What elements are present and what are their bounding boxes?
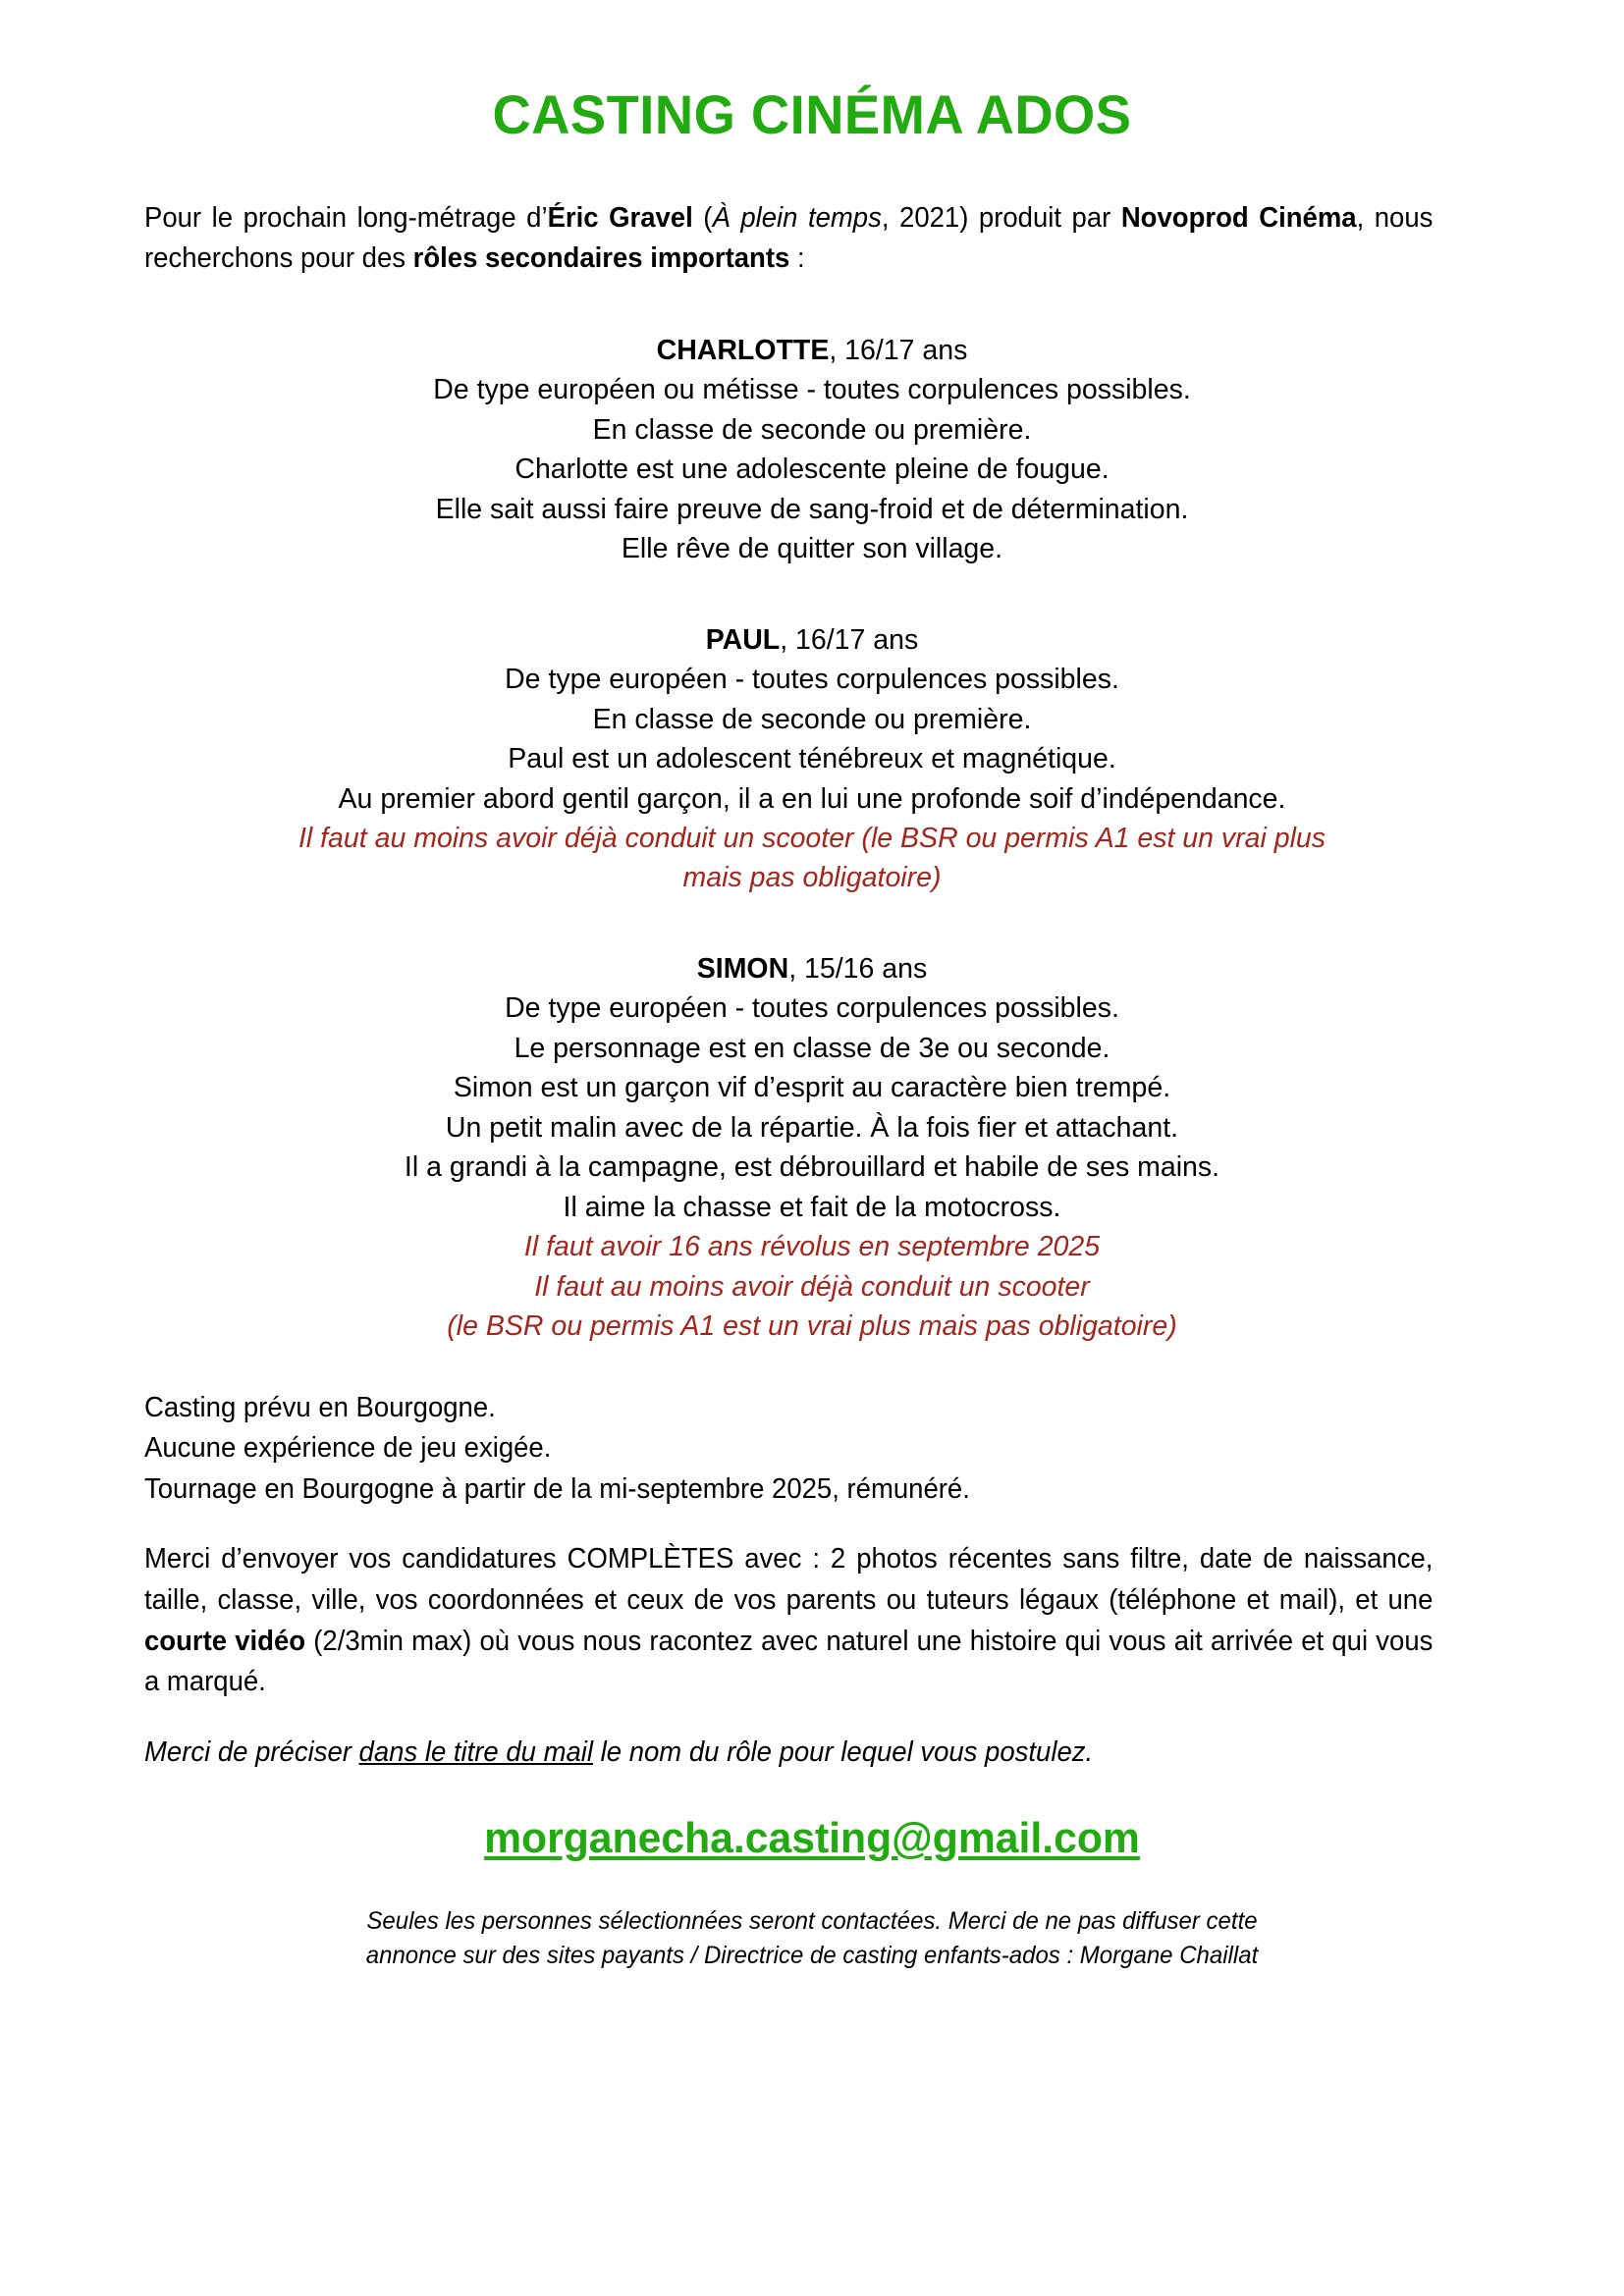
role-description-line: De type européen - toutes corpulences possibles. bbox=[505, 992, 1119, 1025]
role-age: , 16/17 ans bbox=[780, 623, 919, 656]
intro-paragraph bbox=[144, 198, 1433, 280]
application-instructions bbox=[144, 1539, 1433, 1702]
role-heading bbox=[144, 331, 1480, 370]
role-description-line: Charlotte est une adolescente pleine de fougue. bbox=[514, 454, 1110, 486]
role-age: , 15/16 ans bbox=[788, 952, 928, 985]
role-description-line: En classe de seconde ou première. bbox=[592, 703, 1032, 735]
logistics-line: Tournage en Bourgogne à partir de la mi-septembre 2025, rémunéré. bbox=[144, 1472, 970, 1505]
role-description-line: Il a grandi à la campagne, est débrouillard et habile de ses mains. bbox=[404, 1151, 1220, 1184]
role-description-line: Simon est un garçon vif d’esprit au caractère bien trempé. bbox=[453, 1072, 1171, 1104]
production-company: Novoprod Cinéma bbox=[1120, 201, 1357, 234]
roles-emphasis: rôles secondaires importants bbox=[412, 242, 790, 275]
footer-line: Seules les personnes sélectionnées seront contactées. Merci de ne pas diffuser cette bbox=[366, 1907, 1258, 1936]
contact-email-link[interactable]: morganecha.casting@gmail.com bbox=[484, 1814, 1140, 1863]
document-body bbox=[144, 0, 1480, 1972]
role-requirement-line: (le BSR ou permis A1 est un vrai plus mais pas obligatoire) bbox=[447, 1310, 1177, 1343]
role-age: , 16/17 ans bbox=[829, 334, 968, 366]
film-title: À plein temps bbox=[712, 201, 882, 234]
role-description-line: De type européen ou métisse - toutes corpulences possibles. bbox=[433, 374, 1191, 406]
application-text-1: Merci d’envoyer vos candidatures COMPLÈTES avec : 2 photos récentes sans filtre, date de naissance, taille, classe, ville, vos coordonnées et ceux de vos parents ou tuteurs légaux (téléphone et mail), et une bbox=[144, 1543, 1434, 1617]
role-block-charlotte bbox=[144, 331, 1480, 569]
intro-text-1: Pour le prochain long-métrage d’ bbox=[144, 201, 548, 234]
subject-line-note bbox=[144, 1733, 1433, 1774]
intro-text-2: ( bbox=[692, 201, 713, 234]
video-emphasis: courte vidéo bbox=[144, 1625, 306, 1657]
role-description-line: Paul est un adolescent ténébreux et magnétique. bbox=[508, 743, 1116, 775]
subject-note-text-2: le nom du rôle pour lequel vous postulez. bbox=[593, 1735, 1094, 1768]
role-description-line: En classe de seconde ou première. bbox=[592, 413, 1032, 446]
intro-text-3: , 2021) produit par bbox=[881, 201, 1121, 234]
footer-note bbox=[144, 1904, 1480, 1972]
role-heading bbox=[144, 949, 1480, 988]
role-block-paul bbox=[144, 620, 1480, 898]
role-heading bbox=[144, 620, 1480, 660]
role-description-line: Il aime la chasse et fait de la motocross. bbox=[563, 1191, 1061, 1223]
logistics-block bbox=[144, 1388, 1480, 1511]
role-requirement-line: Il faut au moins avoir déjà conduit un scooter bbox=[534, 1270, 1090, 1303]
role-description-line: Le personnage est en classe de 3e ou seconde. bbox=[514, 1032, 1110, 1064]
director-name: Éric Gravel bbox=[547, 201, 693, 234]
role-requirement-line: Il faut avoir 16 ans révolus en septembre 2025 bbox=[523, 1231, 1101, 1263]
role-description-line: Un petit malin avec de la répartie. À la fois fier et attachant. bbox=[445, 1111, 1179, 1144]
logistics-line: Casting prévu en Bourgogne. bbox=[144, 1391, 496, 1423]
role-description-line: Elle rêve de quitter son village. bbox=[621, 533, 1003, 565]
role-name: CHARLOTTE bbox=[656, 334, 830, 366]
logistics-line: Aucune expérience de jeu exigée. bbox=[144, 1432, 552, 1465]
role-description-line: Au premier abord gentil garçon, il a en lui une profonde soif d’indépendance. bbox=[338, 782, 1286, 815]
role-name: PAUL bbox=[705, 623, 781, 656]
footer-line: annonce sur des sites payants / Directrice de casting enfants-ados : Morgane Chaillat bbox=[365, 1941, 1259, 1969]
role-requirement-line: Il faut au moins avoir déjà conduit un scooter (le BSR ou permis A1 est un vrai plus bbox=[298, 822, 1326, 854]
role-description-line: De type européen - toutes corpulences possibles. bbox=[505, 664, 1119, 696]
application-text-2: (2/3min max) où vous nous racontez avec naturel une histoire qui vous ait arrivée et qui vous a marqué. bbox=[144, 1625, 1434, 1698]
role-requirement-line: mais pas obligatoire) bbox=[682, 862, 942, 894]
intro-text-5: : bbox=[789, 242, 805, 275]
page-title: CASTING CINÉMA ADOS bbox=[492, 83, 1132, 145]
role-description-line: Elle sait aussi faire preuve de sang-froid et de détermination. bbox=[435, 493, 1189, 525]
subject-note-underlined: dans le titre du mail bbox=[358, 1735, 594, 1768]
role-name: SIMON bbox=[696, 952, 789, 985]
role-block-simon bbox=[144, 949, 1480, 1347]
intro-text-4: , nous recherchons pour des bbox=[144, 201, 1434, 275]
subject-note-text-1: Merci de préciser bbox=[144, 1735, 359, 1768]
